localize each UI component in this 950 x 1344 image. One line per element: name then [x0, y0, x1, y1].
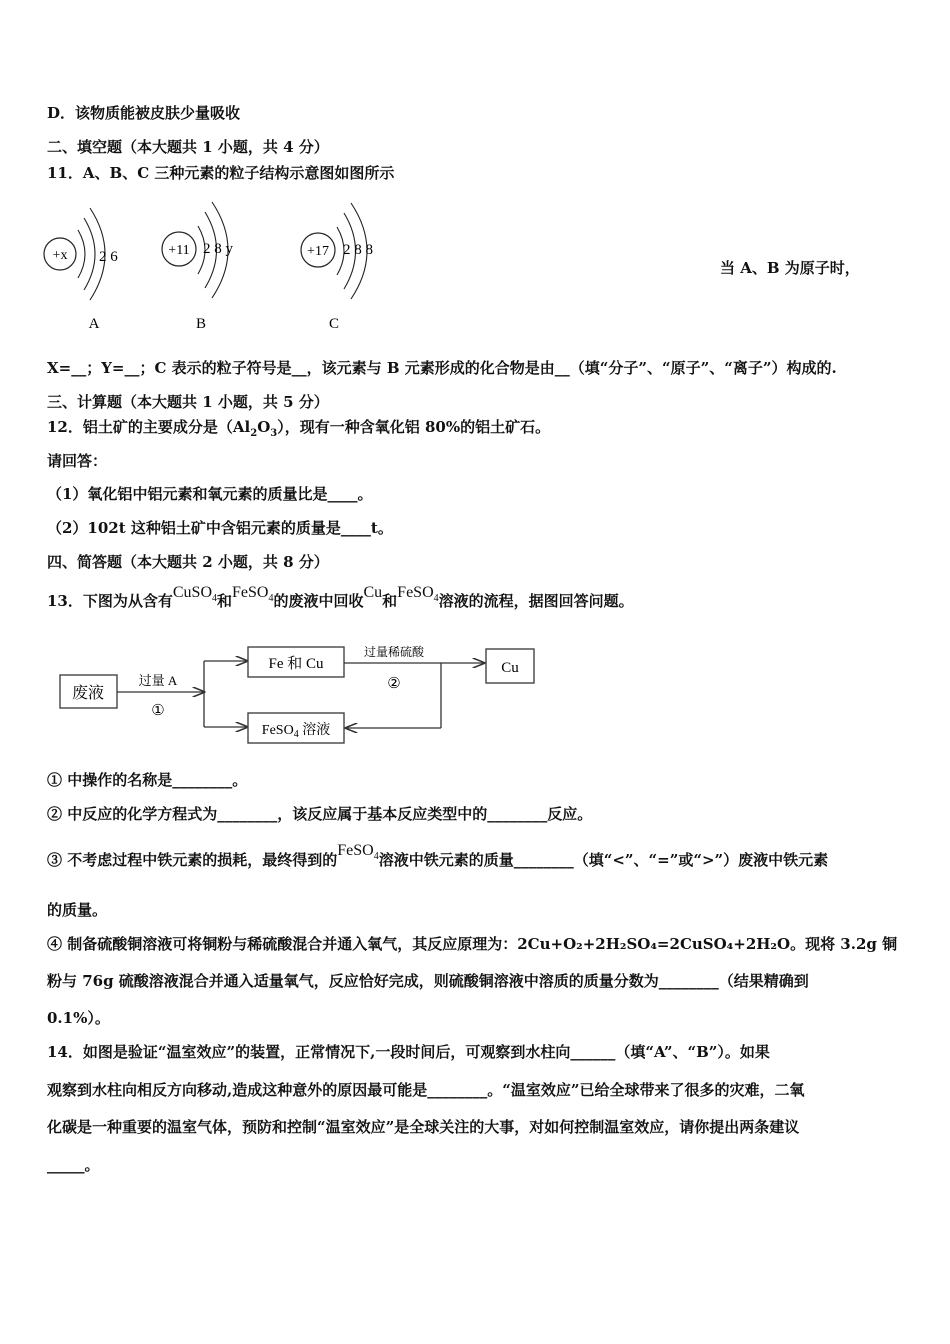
section-4-heading: 四、简答题（本大题共 2 小题，共 8 分）	[47, 553, 329, 571]
question-13-part-1: ① 中操作的名称是________。	[47, 771, 248, 789]
atom-b-diagram	[162, 202, 234, 332]
atom-c-shells: 2 8 8	[343, 242, 373, 258]
question-11: 11．A、B、C 三种元素的粒子结构示意图如图所示	[47, 164, 395, 182]
question-13-part-3-end: 的质量。	[47, 901, 108, 919]
reaction-equation: 2Cu+O₂+2H₂SO₄=2CuSO₄+2H₂O。现将 3.2g 铜	[517, 935, 898, 953]
atom-a-nucleus: +x	[52, 248, 68, 263]
cuso4-formula: CuSO$_4$	[172, 584, 217, 605]
question-12: 12．铝土矿的主要成分是$(Al_2O_3)$，现有一种含氧化铝 80%的铝土矿石。	[47, 418, 551, 439]
question-11-blanks: X=__；Y=__；C 表示的粒子符号是__，该元素与 B 元素形成的化合物是由__（填“分子”、“原子”、“离子”）构成的.	[47, 359, 837, 377]
question-12-part-1: （1）氧化铝中铝元素和氧元素的质量比是____。	[47, 485, 373, 503]
question-14-line-2: 观察到水柱向相反方向移动,造成这种意外的原因最可能是________。“温室效应”已给全球带来了很多的灾难，二氧	[47, 1081, 805, 1099]
section-3-heading: 三、计算题（本大题共 1 小题，共 5 分）	[47, 393, 329, 411]
question-14-line-1: 14．如图是验证“温室效应”的装置，正常情况下,一段时间后，可观察到水柱向______（填“A”、“B”）。如果	[47, 1043, 770, 1061]
atom-structure-figure	[40, 190, 400, 340]
fe-cu-label: Fe 和 Cu	[268, 656, 324, 672]
question-13-part-4-line-3: 0.1%）。	[47, 1009, 110, 1027]
question-13-part-2: ② 中反应的化学方程式为________，该反应属于基本反应类型中的________反应。	[47, 805, 593, 823]
atom-a-shells: 2 6	[99, 249, 118, 265]
question-12-please-answer: 请回答：	[47, 452, 108, 470]
question-14-line-3: 化碳是一种重要的温室气体，预防和控制“温室效应”是全球关注的大事，对如何控制温室效应，请你提出两条建议	[47, 1118, 800, 1136]
step-2-marker: ②	[387, 676, 401, 692]
atom-c-diagram	[301, 203, 373, 332]
atom-c-label: C	[328, 316, 340, 332]
feso4-formula-2: FeSO$_4$	[397, 584, 439, 605]
atom-b-label: B	[195, 316, 207, 332]
atom-b-nucleus: +11	[168, 243, 190, 258]
question-14-line-4: _____。	[47, 1156, 100, 1174]
question-13: 13．下图为从含有CuSO$_4$和FeSO$_4$的废液中回收Cu和FeSO$_4$溶液的流程，据图回答问题。	[47, 584, 634, 610]
question-13-part-3: ③ 不考虑过程中铁元素的损耗，最终得到的FeSO$_4$溶液中铁元素的质量________（填“<”、“=”或“>”）废液中铁元素	[47, 842, 829, 869]
recovery-flow-chart	[50, 635, 550, 755]
feso4-formula-3: FeSO$_4$	[337, 842, 379, 863]
waste-label: 废液	[71, 685, 105, 702]
question-11-side-text: 当 A、B 为原子时，	[720, 259, 860, 277]
atom-c-nucleus: +17	[307, 244, 329, 259]
option-d: D．该物质能被皮肤少量吸收	[47, 104, 241, 122]
feso4-formula: FeSO$_4$	[232, 584, 274, 605]
atom-b-shells: 2 8 y	[203, 241, 233, 257]
question-13-part-4: ④ 制备硫酸铜溶液可将铜粉与稀硫酸混合并通入氧气，其反应原理为：2Cu+O₂+2H₂SO₄=2CuSO₄+2H₂O。现将 3.2g 铜	[47, 935, 898, 953]
atom-a-label: A	[88, 316, 100, 332]
excess-a-label: 过量 A	[138, 673, 178, 688]
dilute-acid-label: 过量稀硫酸	[363, 645, 425, 659]
question-13-part-4-line-2: 粉与 76g 硫酸溶液混合并通入适量氧气，反应恰好完成，则硫酸铜溶液中溶质的质量分数为________（结果精确到	[47, 972, 809, 990]
cu-label: Cu	[501, 660, 519, 676]
feso4-solution-label: FeSO$_4$ 溶液	[261, 723, 331, 740]
section-2-heading: 二、填空题（本大题共 1 小题，共 4 分）	[47, 138, 329, 156]
question-12-part-2: （2）102t 这种铝土矿中含铝元素的质量是____t。	[47, 519, 393, 537]
cu-formula: Cu	[363, 584, 383, 601]
step-1-marker: ①	[151, 703, 165, 719]
atom-a-diagram	[44, 208, 118, 332]
